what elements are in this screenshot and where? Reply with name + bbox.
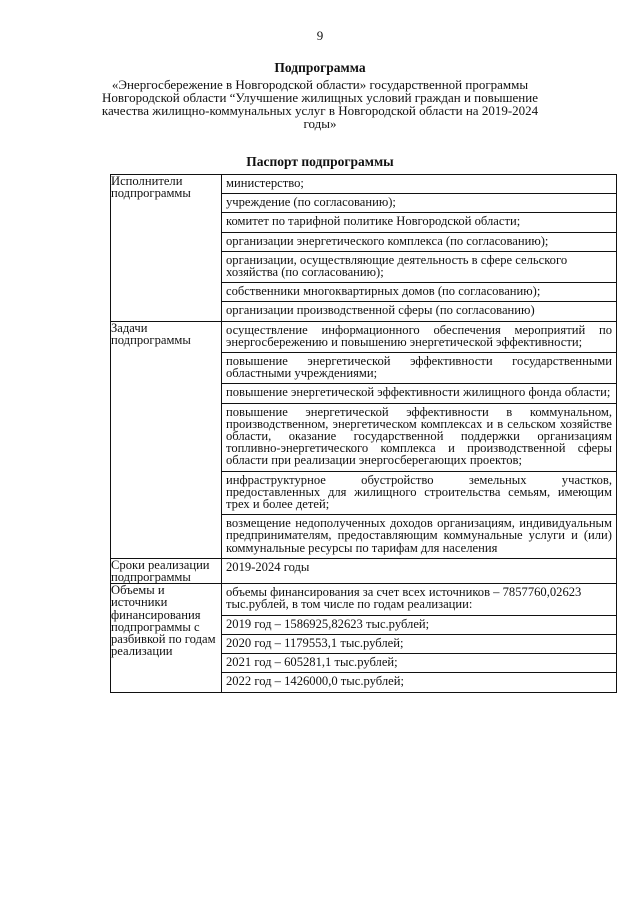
row-label-text: Объемы и источники финансирования подпрограммы с разбивкой по годам реализации <box>111 583 216 659</box>
row-label-text: Сроки реализации подпрограммы <box>111 557 210 585</box>
funding-item: объемы финансирования за счет всех источников – 7857760,02623 тыс.рублей, в том числе по годам реализации: <box>226 585 582 612</box>
subprogram-subtitle: «Энергосбережение в Новгородской области» государственной программы Новгородской области “Улучшение жилищных условий граждан и повышение качества жилищно-коммунальных услуг в Новгородской области на 2019-2024 годы» <box>101 77 539 131</box>
funding-item: 2019 год – 1586925,82623 тыс.рублей; <box>222 615 616 634</box>
row-content-funding <box>222 584 617 692</box>
row-funding <box>111 584 617 692</box>
passport-table <box>110 174 617 693</box>
subprogram-heading: Подпрограмма <box>274 60 366 75</box>
executor-item: собственники многоквартирных домов (по согласованию); <box>222 282 616 301</box>
passport-title: Паспорт подпрограммы <box>246 154 394 169</box>
page-number: 9 <box>316 28 324 43</box>
funding-item: 2022 год – 1426000,0 тыс.рублей; <box>222 672 616 691</box>
row-label-funding <box>111 584 222 692</box>
executor-item: комитет по тарифной политике Новгородской области; <box>222 212 616 231</box>
task-item: инфраструктурное обустройство земельных участков, предоставленных для жилищного строительства семьям, имеющим трех и более детей; <box>222 471 616 515</box>
row-label-executors <box>111 175 222 322</box>
task-item: повышение энергетической эффективности государственными областными учреждениями; <box>222 352 616 383</box>
row-label-text: Задачи подпрограммы <box>111 320 191 347</box>
task-item: осуществление информационного обеспечения мероприятий по энергосбережению и повышению энергетической эффективности; <box>226 322 612 349</box>
executor-item: организации энергетического комплекса (по согласованию); <box>222 232 616 251</box>
funding-item: 2020 год – 1179553,1 тыс.рублей; <box>222 634 616 653</box>
executor-item: организации производственной сферы (по согласованию) <box>222 301 616 320</box>
funding-item: 2021 год – 605281,1 тыс.рублей; <box>222 653 616 672</box>
row-label-tasks <box>111 321 222 558</box>
row-label-terms <box>111 558 222 583</box>
task-item: возмещение недополученных доходов организациям, индивидуальным предпринимателям, предоставляющим коммунальные услуги и (или) коммунальные ресурсы по тарифам для населения <box>222 514 616 558</box>
row-content-terms <box>222 558 617 583</box>
row-label-text: Исполнители подпрограммы <box>111 174 191 201</box>
row-terms <box>111 558 617 583</box>
row-content-executors <box>222 175 617 322</box>
terms-item: 2019-2024 годы <box>226 559 310 574</box>
row-executors <box>111 175 617 322</box>
row-content-tasks <box>222 321 617 558</box>
task-item: повышение энергетической эффективности жилищного фонда области; <box>222 383 616 402</box>
task-item: повышение энергетической эффективности в коммунальном, производственном, энергетическом комплексах и в сельском хозяйстве области, оказание государственной поддержки организациям топливно-энергетического комплекса и производственной сферы области при реализации энергосберегающих проектов; <box>222 403 616 471</box>
executor-item: учреждение (по согласованию); <box>222 193 616 212</box>
executor-item: организации, осуществляющие деятельность в сфере сельского хозяйства (по согласованию); <box>222 251 616 282</box>
executor-item: министерство; <box>226 176 304 190</box>
row-tasks <box>111 321 617 558</box>
